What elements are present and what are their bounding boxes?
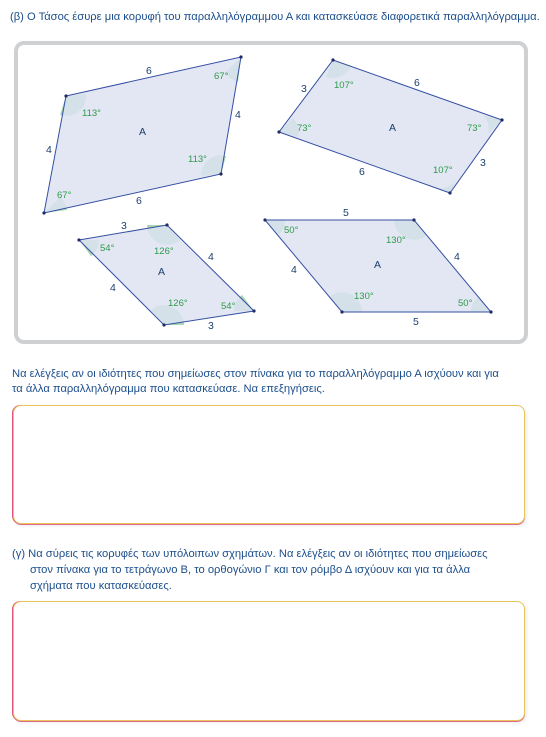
side-label: 4: [291, 264, 297, 276]
side-label: 4: [110, 282, 116, 294]
shape-label: A: [374, 259, 382, 271]
part-b-question-line1: Να ελέγξεις αν οι ιδιότητες που σημείωσες στον πίνακα για το παραλληλόγραμμο Α ισχύουν και για: [12, 368, 499, 380]
side-label: 5: [343, 207, 349, 219]
side-label: 6: [136, 195, 142, 207]
angle-label: 126°: [154, 246, 174, 257]
shape-label: A: [389, 122, 397, 134]
part-c-line1: (γ) Να σύρεις τις κορυφές των υπόλοιπων σχημάτων. Να ελέγξεις αν οι ιδιότητες που σημείωσες: [12, 548, 488, 560]
angle-label: 50°: [458, 298, 473, 309]
angle-label: 67°: [214, 71, 229, 82]
angle-label: 113°: [188, 154, 207, 165]
angle-label: 67°: [57, 190, 72, 201]
parallelogram-1[interactable]: [42, 55, 242, 214]
parallelogram-2[interactable]: [277, 58, 503, 194]
angle-label: 73°: [297, 123, 312, 134]
part-c-line3: σχήματα που κατασκεύασες.: [30, 580, 172, 592]
part-b-question-line2: τα άλλα παραλληλόγραμμα που κατασκεύασε. Να επεξηγήσεις.: [12, 383, 325, 395]
answer-box-b[interactable]: [13, 405, 525, 524]
side-label: 6: [359, 166, 365, 178]
side-label: 3: [121, 220, 127, 232]
angle-label: 126°: [168, 298, 188, 309]
side-label: 4: [208, 251, 214, 263]
angle-label: 50°: [284, 225, 299, 236]
angle-label: 107°: [334, 80, 354, 91]
side-label: 5: [413, 316, 419, 328]
angle-label: 113°: [82, 108, 101, 119]
parallelogram-4[interactable]: [263, 207, 492, 328]
side-label: 6: [146, 65, 152, 77]
angle-label: 54°: [221, 301, 236, 312]
angle-label: 54°: [100, 243, 115, 254]
angle-label: 73°: [467, 123, 482, 134]
side-label: 3: [480, 157, 486, 169]
parallelogram-3[interactable]: [77, 220, 255, 332]
angle-label: 130°: [386, 235, 406, 246]
side-label: 4: [454, 251, 460, 263]
side-label: 4: [46, 144, 52, 156]
part-c-line2: στον πίνακα για το τετράγωνο Β, το ορθογώνιο Γ και τον ρόμβο Δ ισχύουν και για τα άλλα: [30, 564, 471, 576]
side-label: 4: [235, 109, 241, 121]
shape-label: A: [158, 266, 166, 278]
shape-label: A: [139, 126, 147, 138]
angle-label: 107°: [433, 165, 453, 176]
side-label: 3: [301, 83, 307, 95]
side-label: 6: [414, 77, 420, 89]
answer-box-c[interactable]: [13, 601, 525, 721]
angle-label: 130°: [354, 291, 374, 302]
side-label: 3: [208, 320, 214, 332]
part-b-intro: (β) Ο Τάσος έσυρε μια κορυφή του παραλληλόγραμμου Α και κατασκεύασε διαφορετικά παραλληλόγραμμα.: [10, 11, 540, 23]
